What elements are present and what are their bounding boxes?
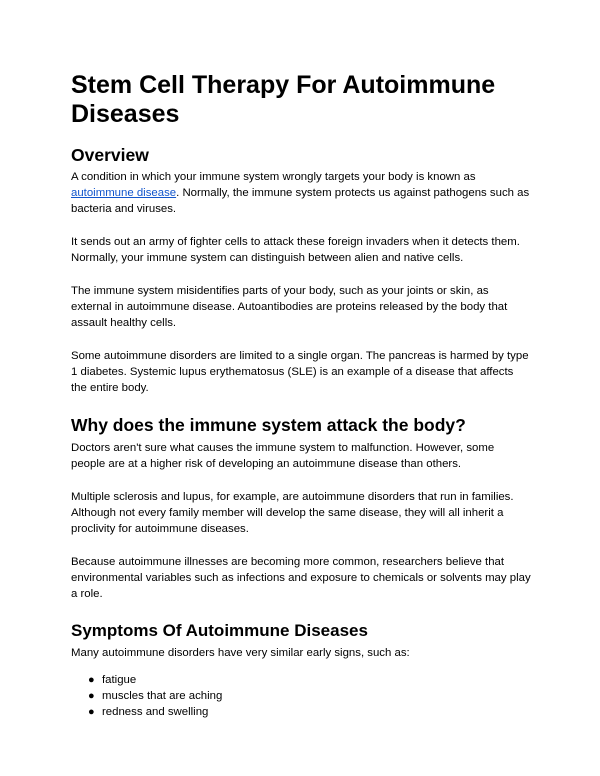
list-item-text: fatigue <box>102 674 137 686</box>
document-title: Stem Cell Therapy For Autoimmune Diseases <box>71 71 496 128</box>
paragraph-text: A condition in which your immune system wrongly targets your body is known as <box>71 171 476 183</box>
heading-why: Why does the immune system attack the body? <box>71 415 466 435</box>
section-symptoms <box>71 621 531 720</box>
paragraph-text: . Normally, the immune system protects us against pathogens such as bacteria and viruses. <box>71 187 530 215</box>
heading-overview: Overview <box>71 145 149 165</box>
paragraph-overview-2: It sends out an army of fighter cells to attack these foreign invaders when it detects them. Normally, your immune system can distinguish between alien and native cells. <box>71 236 520 264</box>
document-content <box>71 71 531 720</box>
list-item <box>71 688 531 704</box>
paragraph-overview-4: Some autoimmune disorders are limited to a single organ. The pancreas is harmed by type 1 diabetes. Systemic lupus erythematosus (SLE) is an example of a disease that affects the entire body. <box>71 350 529 394</box>
section-why <box>71 415 531 602</box>
autoimmune-disease-link[interactable]: autoimmune disease <box>71 187 177 199</box>
paragraph-why-1: Doctors aren't sure what causes the immune system to malfunction. However, some people are at a higher risk of developing an autoimmune disease than others. <box>71 442 495 470</box>
bullet-icon: ● <box>88 690 95 702</box>
paragraph-overview-3: The immune system misidentifies parts of your body, such as your joints or skin, as external in autoimmune disease. Autoantibodies are proteins released by the body that assault healthy cells. <box>71 285 508 329</box>
paragraph-overview-1 <box>71 169 531 217</box>
heading-symptoms: Symptoms Of Autoimmune Diseases <box>71 621 368 640</box>
bullet-icon: ● <box>88 706 95 718</box>
paragraph-symptoms-intro: Many autoimmune disorders have very similar early signs, such as: <box>71 647 410 659</box>
list-item-text: muscles that are aching <box>102 690 223 702</box>
list-item <box>71 704 531 720</box>
section-overview <box>71 145 531 396</box>
symptoms-list <box>71 672 531 720</box>
bullet-icon: ● <box>88 674 95 686</box>
list-item-text: redness and swelling <box>102 706 209 718</box>
paragraph-why-3: Because autoimmune illnesses are becoming more common, researchers believe that environmental variables such as infections and exposure to chemicals or solvents may play a role. <box>71 556 531 600</box>
list-item <box>71 672 531 688</box>
paragraph-why-2: Multiple sclerosis and lupus, for example, are autoimmune disorders that run in families. Although not every family member will develop the same disease, they will all inherit a proclivity for autoimmune diseases. <box>71 491 514 535</box>
